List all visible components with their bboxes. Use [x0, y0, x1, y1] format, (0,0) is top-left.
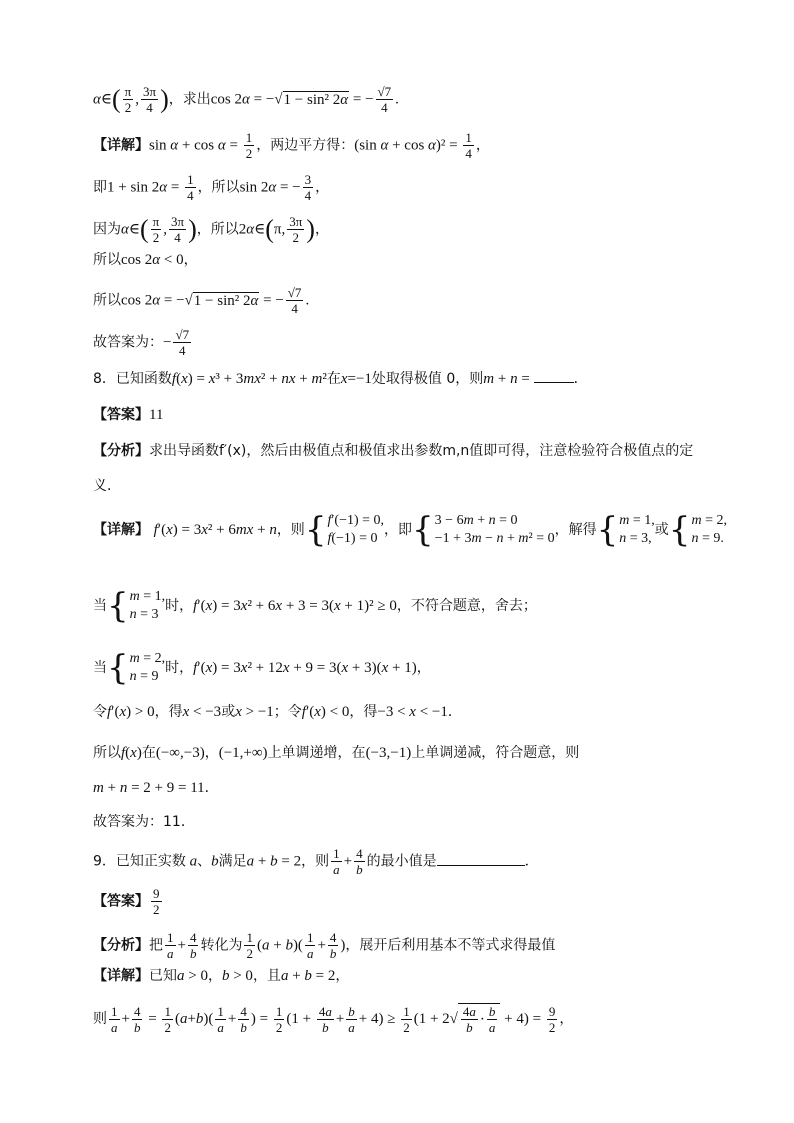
monotonic-line: 所以f(x)在(−∞,−3)，(−1,+∞)上单调递增，在(−3,−1)上单调递减，符合题意，则 — [93, 745, 580, 761]
answer-line-7: 故答案为：− $\frac{√7}{4}$ — [93, 327, 190, 358]
solution-line-sin2alpha: 即1 + sin 2α = $\frac{1}{4}$ ，所以sin 2α = − $\frac{3}{4}$ ， — [93, 172, 330, 203]
solution-line-alpha-range: α∈( $\frac{\pi}{2}$ , $\frac{3\pi}{4}$ )，求出cos 2α = −√1 − sin² 2α = − $\frac{√7}{4}$ . — [93, 84, 399, 115]
case-2-signs: 令f′(x) > 0，得x < −3或x > −1；令f′(x) < 0，得−3 < x < −1． — [93, 704, 462, 720]
question-8: 8．已知函数f(x) = x³ + 3mx² + nx + m²在x=−1处取得极值 0，则m + n = ． — [93, 371, 588, 387]
case-1: 当{ m = 1, n = 3 时，f′(x) = 3x² + 6x + 3 = 3(x + 1)² ≥ 0，不符合题意，舍去； — [93, 586, 537, 626]
answer-9: 【答案】 $\frac{9}{2}$ — [93, 886, 160, 917]
analysis-8-cont: 义． — [93, 478, 121, 494]
sum-line: m + n = 2 + 9 = 11． — [93, 780, 219, 796]
question-9: 9．已知正实数 a、b满足a + b = 2，则 $\frac{1}{a}$ + $\frac{4}{b}$ 的最小值是 ． — [93, 846, 539, 877]
analysis-8: 【分析】求出导函数f′(x)，然后由极值点和极值求出参数m,n值即可得，注意检验符合极值点的定 — [93, 443, 694, 459]
answer-8: 【答案】11 — [93, 407, 164, 423]
case-2: 当{ m = 2, n = 9 时，f′(x) = 3x² + 12x + 9 = 3(x + 3)(x + 1)， — [93, 648, 431, 688]
detail-9: 【详解】已知a > 0，b > 0，且a + b = 2， — [93, 968, 350, 984]
detail-heading-line: 【详解】sin α + cos α = $\frac{1}{2}$ ，两边平方得：(sin α + cos α)² = $\frac{1}{4}$ ， — [93, 130, 490, 161]
detail-8: 【详解】 f′(x) = 3x² + 6mx + n，则{ f′(−1) = 0, f(−1) = 0 ，即{ 3 − 6m + n = 0 −1 + 3m − n + m² = 0 ，解得{ m = 1, n = 3, 或{ m = 2, n = 9. — [93, 510, 727, 550]
solution-line-cos-negative: 所以cos 2α < 0， — [93, 252, 198, 268]
answer-line-8: 故答案为：11． — [93, 814, 195, 830]
solution-line-cos-result: 所以cos 2α = −√1 − sin² 2α = − $\frac{√7}{4}$ . — [93, 285, 310, 316]
detail-tag: 【详解】 — [93, 137, 149, 154]
inequality-line: 则 $\frac{1}{a}$ + $\frac{4}{b}$ = $\frac{1}{2}$ (a+b)( $\frac{1}{a}$ + $\frac{4}{b}$ ) = $\frac{1}{2}$ (1 + $\frac{4a}{b}$ + $\frac{b}{a}$ + 4) ≥ $\frac{1}{2}$ (1 + 2√ $\frac{4a}{b}$ · $\frac{b}{a}$ + 4) = $\frac{9}{2}$ ， — [93, 1003, 574, 1035]
answer-blank-8[interactable] — [534, 382, 574, 383]
analysis-9: 【分析】把 $\frac{1}{a}$ + $\frac{4}{b}$ 转化为 $\frac{1}{2}$ (a + b)( $\frac{1}{a}$ + $\frac{4}{b}$ )，展开后利用基本不等式求得最值 — [93, 930, 556, 961]
solution-line-2alpha-range: 因为α∈( $\frac{\pi}{2}$ , $\frac{3\pi}{4}$ )，所以2α∈(π, $\frac{3\pi}{2}$ )， — [93, 214, 329, 245]
answer-blank-9[interactable] — [437, 865, 525, 866]
